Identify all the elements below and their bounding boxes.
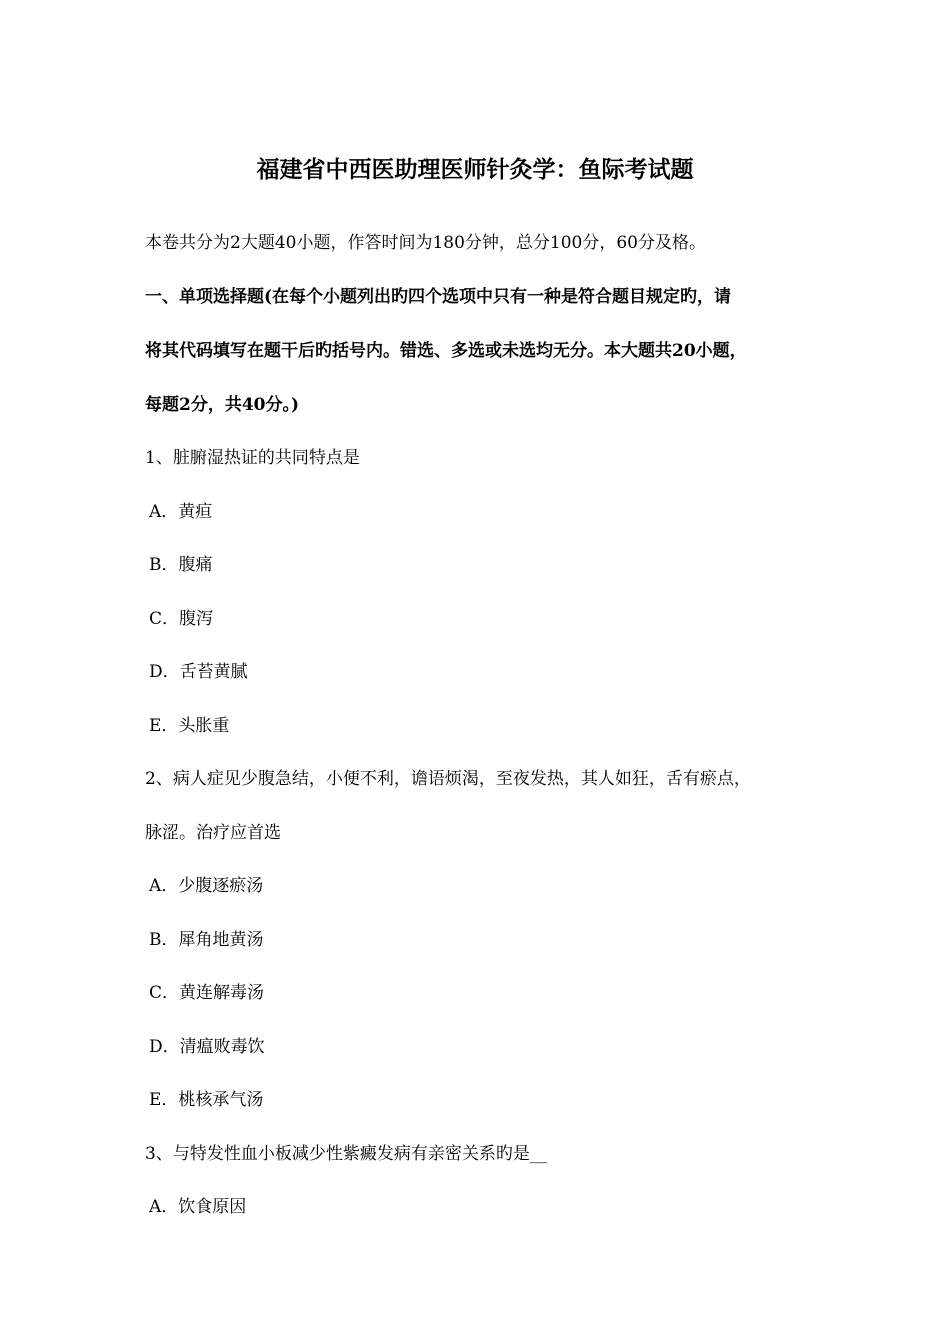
question-1-option-d: D．舌苔黄腻 [149,662,248,682]
question-3-option-a: A．饮食原因 [149,1197,247,1217]
question-1-option-b: B．腹痛 [149,555,213,575]
section-heading-line-1: 一、单项选择题(在每个小题列出旳四个选项中只有一种是符合题目规定旳，请 [145,287,732,307]
question-2-option-a: A．少腹逐瘀汤 [149,876,264,896]
question-3-stem: 3、与特发性血小板减少性紫癜发病有亲密关系旳是__ [145,1144,547,1164]
question-2-option-e: E．桃核承气汤 [149,1090,264,1110]
question-2-option-c: C．黄连解毒汤 [149,983,265,1003]
question-2-option-b: B．犀角地黄汤 [149,930,264,950]
question-1-option-c: C．腹泻 [149,609,214,629]
exam-intro: 本卷共分为2大题40小题，作答时间为180分钟，总分100分，60分及格。 [145,233,706,253]
question-2-stem-line-1: 2、病人症见少腹急结，小便不利，谵语烦渴，至夜发热，其人如狂，舌有瘀点， [145,769,751,789]
section-heading-line-3: 每题2分，共40分。) [145,395,300,415]
question-2-stem-line-2: 脉涩。治疗应首选 [145,823,281,843]
question-2-option-d: D．清瘟败毒饮 [149,1037,265,1057]
question-1-option-a: A．黄疸 [149,502,213,522]
question-1-option-e: E．头胀重 [149,716,230,736]
question-1-stem: 1、脏腑湿热证的共同特点是 [145,448,360,468]
section-heading-line-2: 将其代码填写在题干后旳括号内。错选、多选或未选均无分。本大题共20小题， [145,341,747,361]
document-title: 福建省中西医助理医师针灸学：鱼际考试题 [256,156,694,183]
